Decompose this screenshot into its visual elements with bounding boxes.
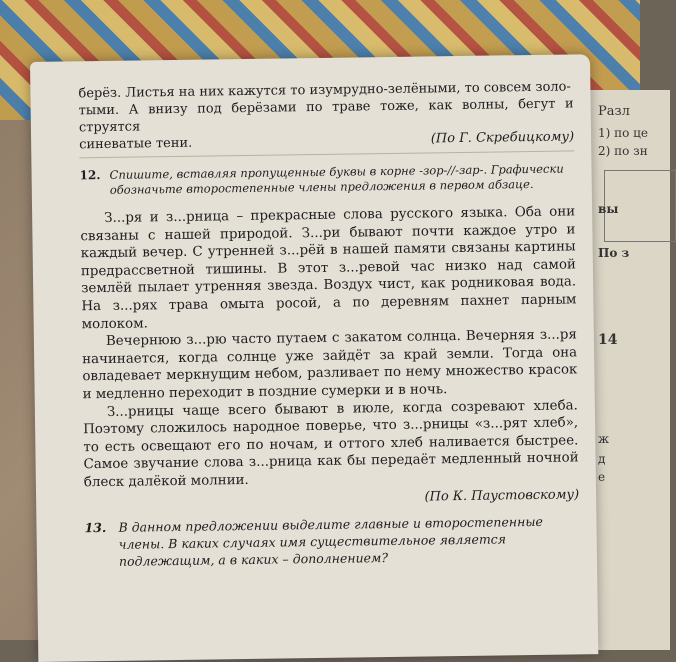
exercise-paragraph: З...ря и з...рница – прекрасные слова русского языка. Оба они связаны с нашей природой. З...ри бывают почти каждое утро и каждый вечер. С утренней з...рёй в нашей памяти связаны картины предрассветной тишины. В этот з...ревой час низко над самой землёй пылает утренняя звезда. Воздух чист, как родниковая вода. На з...рях трава омыта росой, а по деревням пахнет парным молоком. <box>80 204 577 332</box>
side-line: д <box>598 452 606 466</box>
task-12 <box>79 161 574 198</box>
text-line: берёз. Листья на них кажутся то изумрудно-зелёными, то совсем золо- <box>78 79 571 102</box>
task-13 <box>84 512 580 570</box>
side-line: Разл <box>598 104 630 119</box>
side-line: 1) по це <box>598 126 648 140</box>
exercise-paragraph: З...рницы чаще всего бывают в июле, когда созревают хлеба. Поэтому сложилось народное поверье, что з...рницы «з...рят хлеб», то есть освещают его по ночам, и оттого хлеб наливается быстрее. Самое звучание слова з...рница как бы передаёт медленный ночной блеск далёкой молнии. <box>83 397 579 491</box>
main-attribution: (По К. Паустовскому) <box>424 486 580 505</box>
side-line: По з <box>598 246 630 260</box>
task-number: 12. <box>79 168 101 183</box>
exercise-paragraph: Вечернюю з...рю часто путаем с закатом солнца. Вечерняя з...ря начинается, когда солнце уже зайдёт за край земли. Тогда она овладевает меркнущим небом, разливает по нему множество красок и медленно переходит в поздние сумерки и в ночь. <box>82 327 578 403</box>
text-line: синеватые тени. <box>79 135 193 153</box>
task-text: Спишите, вставляя пропущенные буквы в корне -зор-//-зар-. Графически обозначьте второстепенные члены предложения в первом абзаце. <box>109 161 564 197</box>
page-content <box>78 78 580 569</box>
text-line: тыми. А внизу под берёзами по траве тоже, как волны, бегут и струятся <box>78 96 574 136</box>
side-line: 14 <box>598 332 618 348</box>
side-line: 2) по зн <box>598 144 648 158</box>
side-line: е <box>598 470 606 484</box>
task-text: В данном предложении выделите главные и второстепенные члены. В каких случаях имя существительное является подлежащим, а в каких – дополнением? <box>118 513 543 569</box>
task-number: 13. <box>84 519 107 535</box>
side-line: вы <box>598 202 619 216</box>
side-line: ж <box>598 432 610 446</box>
adjacent-page <box>588 90 670 650</box>
textbook-page <box>30 54 598 662</box>
top-attribution: (По Г. Скребицкому) <box>430 129 575 147</box>
exercise-text <box>80 203 579 508</box>
